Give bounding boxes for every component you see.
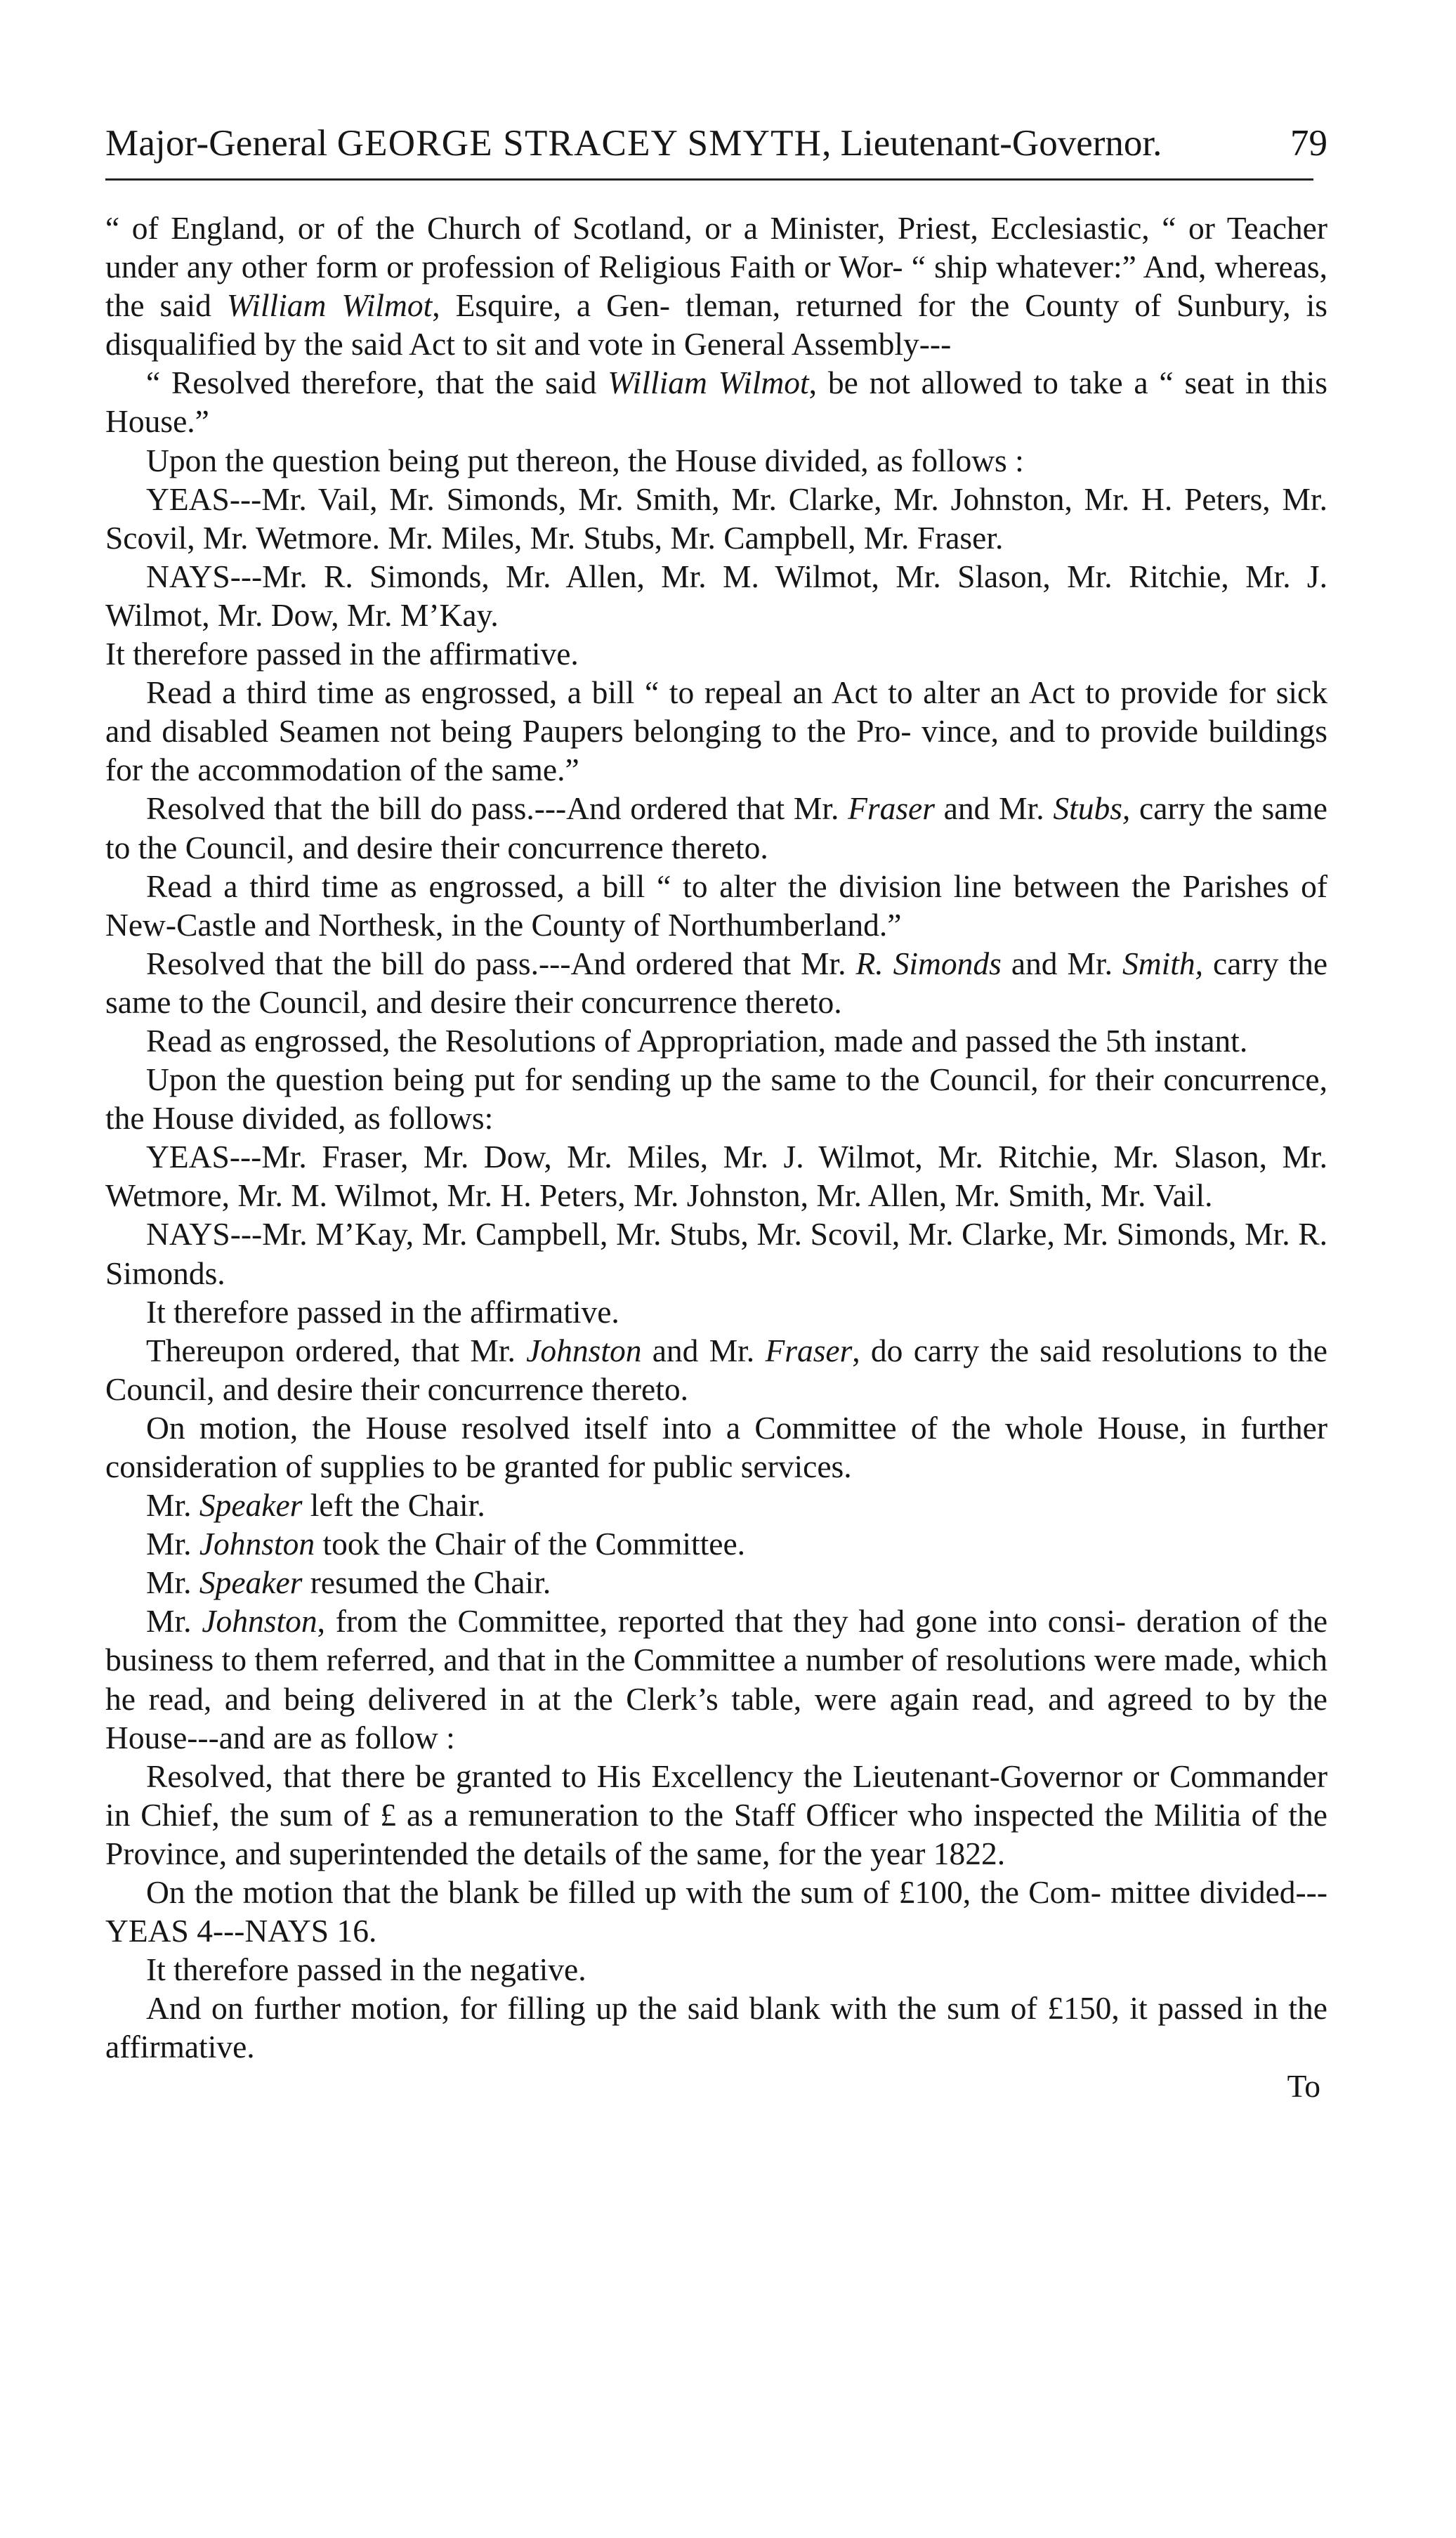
- italic-name: Johnston: [199, 1526, 315, 1562]
- paragraph: Read a third time as engrossed, a bill “ to repeal an Act to alter an Act to provide for sick and disabled Seamen not being Paupers belonging to the Pro- vince, and to provide buildings for the accommodation of the same.”: [105, 674, 1327, 788]
- paragraph: Read as engrossed, the Resolutions of Appropriation, made and passed the 5th instant.: [146, 1022, 1248, 1059]
- header-office: , Lieutenant-Governor.: [822, 123, 1162, 164]
- text-run: , be not allowed to take a “ seat in this House.”: [105, 365, 1327, 440]
- paragraph: [105, 1331, 1327, 1408]
- paragraph: On motion, the House resolved itself into a Committee of the whole House, in further consideration of supplies to be granted for public services.: [105, 1409, 1327, 1484]
- italic-name: Johnston: [526, 1332, 642, 1368]
- text-run: carry the same to the Council, and desire their concurrence thereto.: [105, 945, 1328, 1020]
- text-run: Mr.: [146, 1603, 192, 1640]
- header-governor-name: GEORGE STRACEY SMYTH: [336, 123, 822, 164]
- paragraph: [105, 789, 1327, 866]
- paragraph: It therefore passed in the negative.: [146, 1951, 586, 1988]
- text-run: “ Resolved therefore, that the said: [146, 365, 597, 401]
- text-run: Resolved that the bill do pass.---And ordered that Mr.: [146, 790, 839, 827]
- text-run: “ of England, or of the Church of Scotland, or a Minister, Priest, Ecclesiastic, “ or Teacher under any other form or profession of Religious Faith or Wor- “ ship whatever:” And, whereas, the said: [105, 210, 1327, 324]
- paragraph: [105, 1602, 1327, 1756]
- text-run: left the Chair.: [310, 1487, 485, 1524]
- paragraph: [105, 944, 1327, 1021]
- italic-name: William Wilmot: [226, 287, 433, 324]
- text-run: , Esquire, a Gen- tleman, returned for the County of Sunbury, is disqualified by the said Act to sit and vote in General Assembly---: [105, 287, 1327, 362]
- body-text: [105, 209, 1327, 2105]
- text-run: Mr.: [146, 1487, 192, 1524]
- paragraph: [105, 209, 1327, 363]
- paragraph: On the motion that the blank be filled up with the sum of £100, the Com- mittee divided---YEAS 4---NAYS 16.: [105, 1874, 1327, 1949]
- text-run: Thereupon ordered, that Mr.: [146, 1332, 516, 1368]
- text-run: and Mr.: [1011, 945, 1113, 981]
- paragraph: Upon the question being put for sending up the same to the Council, for their concurrence, the House divided, as follows:: [105, 1061, 1327, 1137]
- paragraph: Read a third time as engrossed, a bill “ to alter the division line between the Parishes of New-Castle and Northesk, in the County of Northumberland.”: [105, 868, 1327, 943]
- italic-name: Speaker: [199, 1487, 303, 1524]
- text-run: Mr.: [146, 1564, 192, 1601]
- paragraph: Resolved, that there be granted to His Excellency the Lieutenant-Governor or Commander in Chief, the sum of £ as a remuneration to the Staff Officer who inspected the Militia of the Province, and superintended the details of the same, for the year 1822.: [105, 1758, 1327, 1871]
- paragraph: It therefore passed in the affirmative.: [146, 1293, 619, 1330]
- document-page: [105, 119, 1327, 2105]
- running-header: [105, 119, 1327, 167]
- italic-name: Smith,: [1122, 945, 1204, 981]
- italic-name: R. Simonds: [855, 945, 1002, 981]
- vote-list-yeas: YEAS---Mr. Vail, Mr. Simonds, Mr. Smith, Mr. Clarke, Mr. Johnston, Mr. H. Peters, Mr. Scovil, Mr. Wetmore. Mr. Miles, Mr. Stubs, Mr. Campbell, Mr. Fraser.: [105, 480, 1327, 556]
- paragraph: [105, 1563, 1327, 1602]
- text-run: carry the same to the Council, and desire their concurrence thereto.: [105, 790, 1328, 865]
- text-run: resumed the Chair.: [310, 1564, 551, 1601]
- italic-name: Fraser: [848, 790, 935, 827]
- text-run: and Mr.: [943, 790, 1044, 827]
- paragraph: [105, 1486, 1327, 1524]
- italic-name: Speaker: [199, 1564, 303, 1601]
- paragraph: It therefore passed in the affirmative.: [105, 636, 579, 672]
- text-run: Resolved that the bill do pass.---And ordered that Mr.: [146, 945, 846, 981]
- text-run: took the Chair of the Committee.: [322, 1526, 746, 1562]
- vote-list-nays: NAYS---Mr. R. Simonds, Mr. Allen, Mr. M. Wilmot, Mr. Slason, Mr. Ritchie, Mr. J. Wilmot, Mr. Dow, Mr. M’Kay.: [105, 558, 1327, 633]
- header-title: [105, 119, 1162, 167]
- text-run: , do carry the said resolutions to the Council, and desire their concurrence thereto.: [105, 1332, 1328, 1407]
- header-prefix: Major-General: [105, 123, 328, 164]
- page-number: 79: [1290, 123, 1327, 164]
- italic-name: William Wilmot: [608, 365, 809, 401]
- italic-name: Fraser: [765, 1332, 853, 1368]
- text-run: and Mr.: [652, 1332, 755, 1368]
- italic-name: Stubs,: [1053, 790, 1131, 827]
- italic-name: Johnston: [202, 1603, 317, 1640]
- paragraph: And on further motion, for filling up the said blank with the sum of £150, it passed in the affirmative.: [105, 1990, 1327, 2065]
- vote-list-nays: NAYS---Mr. M’Kay, Mr. Campbell, Mr. Stubs, Mr. Scovil, Mr. Clarke, Mr. Simonds, Mr. R. Simonds.: [105, 1216, 1327, 1291]
- paragraph: Upon the question being put thereon, the House divided, as follows :: [146, 442, 1024, 478]
- paragraph: [105, 1524, 1327, 1563]
- text-run: Mr.: [146, 1526, 192, 1562]
- catchword: To: [1287, 2067, 1320, 2104]
- header-rule: [105, 178, 1313, 181]
- text-run: , from the Committee, reported that they had gone into consi- deration of the business to them referred, and that in the Committee a number of resolutions were made, which he read, and being delivered in at the Clerk’s table, were again read, and agreed to by the House---and are as follow :: [105, 1603, 1328, 1755]
- paragraph: [105, 363, 1327, 440]
- vote-list-yeas: YEAS---Mr. Fraser, Mr. Dow, Mr. Miles, Mr. J. Wilmot, Mr. Ritchie, Mr. Slason, Mr. Wetmore, Mr. M. Wilmot, Mr. H. Peters, Mr. Johnston, Mr. Allen, Mr. Smith, Mr. Vail.: [105, 1139, 1327, 1214]
